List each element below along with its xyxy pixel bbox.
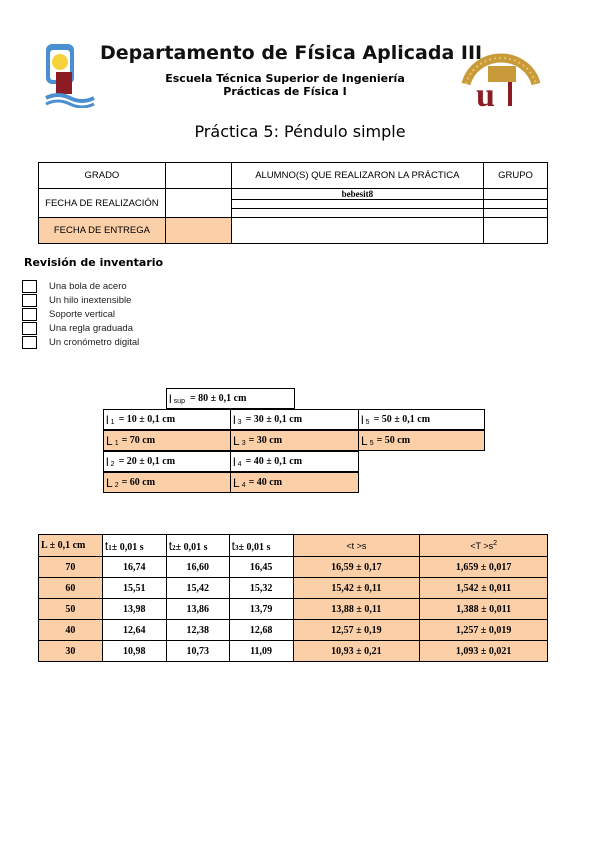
inventory-item — [22, 280, 127, 293]
length-value: = 50 cm — [376, 435, 411, 446]
grupo-slot-4[interactable] — [484, 218, 548, 244]
length-symbol: l — [233, 454, 236, 469]
header-t3 — [229, 535, 293, 557]
row-t2: 10,73 — [166, 641, 229, 662]
header-t1-sub: 1 — [108, 543, 112, 552]
row-L: 50 — [39, 599, 103, 620]
row-t-mean: 16,59 ± 0,17 — [293, 557, 420, 578]
row-t1: 10,98 — [102, 641, 166, 662]
length-value: = 60 cm — [121, 477, 156, 488]
length-value: = 20 ± 0,1 cm — [118, 456, 176, 467]
row-t-mean: 13,88 ± 0,11 — [293, 599, 420, 620]
inventory-item — [22, 336, 139, 349]
length-value: = 50 ± 0,1 cm — [373, 414, 431, 425]
header-T-mean — [420, 535, 548, 557]
header-T-mean-exp: 2 — [493, 540, 497, 547]
measurements-table — [38, 534, 548, 662]
row-t-mean: 10,93 ± 0,21 — [293, 641, 420, 662]
length-subscript: 1 — [114, 440, 119, 447]
row-t2: 13,86 — [166, 599, 229, 620]
grado-value[interactable] — [165, 163, 231, 189]
row-t1: 15,51 — [102, 578, 166, 599]
length-L3 — [230, 430, 359, 451]
length-subscript: 3 — [237, 419, 242, 426]
practice-title: Práctica 5: Péndulo simple — [194, 122, 406, 141]
length-value: = 30 cm — [248, 435, 283, 446]
table-row — [39, 620, 548, 641]
row-t3: 16,45 — [229, 557, 293, 578]
student-slot-2[interactable] — [231, 200, 483, 209]
length-symbol: l — [361, 412, 364, 427]
row-t1: 12,64 — [102, 620, 166, 641]
student-slot-3[interactable] — [231, 209, 483, 218]
length-symbol: l — [106, 454, 109, 469]
fecha-realizacion-value[interactable] — [165, 189, 231, 218]
header-L — [39, 535, 103, 557]
length-l1 — [103, 409, 231, 430]
svg-text:u: u — [476, 77, 495, 110]
length-value: = 80 ± 0,1 cm — [189, 393, 247, 404]
department-logo — [44, 42, 96, 108]
length-value: = 70 cm — [121, 435, 156, 446]
header-t3-rest: ± 0,01 s — [238, 541, 271, 553]
header-t2-sym: t — [168, 538, 173, 553]
fecha-entrega-label: FECHA DE ENTREGA — [39, 218, 166, 244]
grupo-label: GRUPO — [484, 163, 548, 189]
header-t-mean — [293, 535, 420, 557]
student-slot-4[interactable] — [231, 218, 483, 244]
row-L: 30 — [39, 641, 103, 662]
header-t2 — [166, 535, 229, 557]
length-symbol: L — [106, 433, 113, 448]
inventory-item-label: Una bola de acero — [49, 281, 127, 292]
length-symbol: L — [106, 475, 113, 490]
length-L2 — [103, 472, 231, 493]
alumnos-label: ALUMNO(S) QUE REALIZARON LA PRÁCTICA — [231, 163, 483, 189]
header-t1 — [102, 535, 166, 557]
length-subscript: sup — [173, 398, 185, 405]
row-T-mean: 1,093 ± 0,021 — [420, 641, 548, 662]
inventory-heading: Revisión de inventario — [24, 256, 164, 269]
length-subscript: 2 — [114, 482, 119, 489]
grupo-slot-3[interactable] — [484, 209, 548, 218]
length-lsup — [166, 388, 295, 409]
row-L: 60 — [39, 578, 103, 599]
length-subscript: 2 — [110, 461, 115, 468]
measurements-header-row — [39, 535, 548, 557]
inventory-item-label: Soporte vertical — [49, 309, 116, 320]
header-t3-sym: t — [231, 538, 235, 553]
row-T-mean: 1,542 ± 0,011 — [420, 578, 548, 599]
length-symbol: l — [169, 391, 172, 406]
table-row — [39, 557, 548, 578]
inventory-checkbox[interactable] — [22, 322, 37, 335]
length-l4 — [230, 451, 359, 472]
length-symbol: L — [233, 433, 240, 448]
length-L4 — [230, 472, 359, 493]
fecha-entrega-value[interactable] — [165, 218, 231, 244]
length-l3 — [230, 409, 359, 430]
length-value: = 40 ± 0,1 cm — [245, 456, 303, 467]
student-name[interactable]: bebesit8 — [231, 189, 483, 200]
length-symbol: l — [106, 412, 109, 427]
length-value: = 40 cm — [248, 477, 283, 488]
row-t3: 11,09 — [229, 641, 293, 662]
row-t2: 16,60 — [166, 557, 229, 578]
header-t-mean-text: <t >s — [346, 540, 367, 551]
length-symbol: l — [233, 412, 236, 427]
inventory-item — [22, 308, 115, 321]
university-seal — [458, 40, 544, 110]
row-t1: 13,98 — [102, 599, 166, 620]
inventory-checkbox[interactable] — [22, 280, 37, 293]
header-t3-sub: 3 — [234, 543, 239, 552]
inventory-checkbox[interactable] — [22, 294, 37, 307]
length-l2 — [103, 451, 231, 472]
header-t1-sym: t — [104, 538, 109, 553]
inventory-item-label: Un cronómetro digital — [49, 337, 140, 348]
row-t-mean: 12,57 ± 0,19 — [293, 620, 420, 641]
inventory-item — [22, 294, 131, 307]
length-subscript: 5 — [369, 440, 374, 447]
length-symbol: L — [361, 433, 368, 448]
department-title: Departamento de Física Aplicada III — [100, 42, 483, 64]
university-seal-icon — [458, 40, 544, 110]
length-subscript: 5 — [365, 419, 370, 426]
length-subscript: 4 — [237, 461, 242, 468]
info-table — [38, 162, 548, 244]
grado-label: GRADO — [39, 163, 166, 189]
header-t2-sub: 2 — [172, 543, 176, 552]
fecha-realizacion-label: FECHA DE REALIZACIÓN — [39, 189, 166, 218]
table-row — [39, 641, 548, 662]
length-subscript: 1 — [110, 419, 115, 426]
row-t3: 12,68 — [229, 620, 293, 641]
row-t1: 16,74 — [102, 557, 166, 578]
row-t2: 15,42 — [166, 578, 229, 599]
grupo-value[interactable] — [484, 189, 548, 200]
row-t3: 15,32 — [229, 578, 293, 599]
table-row — [39, 578, 548, 599]
table-row — [39, 599, 548, 620]
header-t1-rest: ± 0,01 s — [111, 541, 144, 553]
inventory-checkbox[interactable] — [22, 308, 37, 321]
row-T-mean: 1,257 ± 0,019 — [420, 620, 548, 641]
inventory-item — [22, 322, 133, 335]
row-t-mean: 15,42 ± 0,11 — [293, 578, 420, 599]
row-T-mean: 1,659 ± 0,017 — [420, 557, 548, 578]
department-logo-icon — [44, 42, 96, 108]
row-L: 70 — [39, 557, 103, 578]
row-t3: 13,79 — [229, 599, 293, 620]
school-name: Escuela Técnica Superior de Ingeniería — [165, 72, 405, 85]
header-t2-rest: ± 0,01 s — [175, 541, 208, 553]
row-t2: 12,38 — [166, 620, 229, 641]
length-subscript: 4 — [241, 482, 246, 489]
length-l5 — [358, 409, 485, 430]
header-L-text: L ± 0,1 cm — [41, 540, 86, 551]
row-T-mean: 1,388 ± 0,011 — [420, 599, 548, 620]
grupo-slot-2[interactable] — [484, 200, 548, 209]
course-name: Prácticas de Física I — [223, 85, 347, 98]
length-value: = 30 ± 0,1 cm — [245, 414, 303, 425]
length-L5 — [358, 430, 485, 451]
length-symbol: L — [233, 475, 240, 490]
inventory-item-label: Un hilo inextensible — [49, 295, 132, 306]
row-L: 40 — [39, 620, 103, 641]
inventory-item-label: Una regla graduada — [49, 323, 133, 334]
length-subscript: 3 — [241, 440, 246, 447]
header-T-mean-text: <T >s — [470, 541, 494, 551]
length-value: = 10 ± 0,1 cm — [118, 414, 176, 425]
inventory-checkbox[interactable] — [22, 336, 37, 349]
length-L1 — [103, 430, 231, 451]
